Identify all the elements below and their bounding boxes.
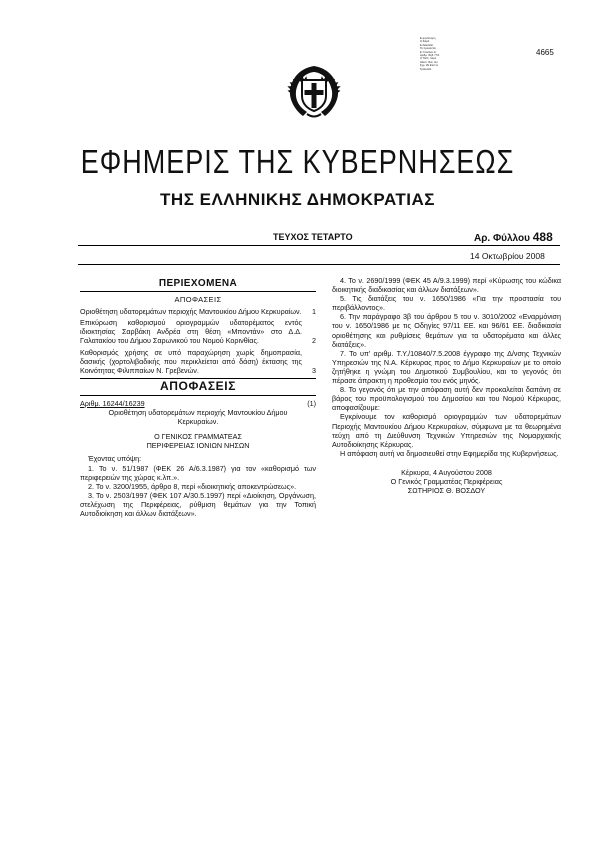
- toc-item-text: Καθορισμός χρήσης σε υπό παραχώρηση χωρίς δημοπρασία, δασικής (χορτολιβαδικής που περικλείεται από δάση) έκτασης της Κοινότητας Φιλιππαίων Ν. Γρεβενών.: [80, 347, 302, 375]
- header-divider: [78, 245, 560, 246]
- stamp-line: Ε Υποσονύ ότ: [420, 50, 437, 54]
- toc-item[interactable]: [80, 307, 316, 316]
- header-divider: [78, 264, 560, 265]
- signature-place-date: Κέρκυρα, 4 Αυγούστου 2008: [401, 467, 492, 477]
- toc-item-page: 3: [312, 365, 316, 375]
- page-number: 4665: [536, 48, 554, 57]
- masthead-title: ΕΦΗΜΕΡΙΣ ΤΗΣ ΚΥΒΕΡΝΗΣΕΩΣ: [80, 143, 515, 181]
- stamp-line: Αριθμ. Ιδηθ. ΓΤΑ: [420, 54, 440, 58]
- stamp-line: Ηλεκτ. Ιδια, του: [420, 60, 438, 64]
- paragraph: 5. Τις διατάξεις του ν. 1650/1986 «Για την προστασία του περιβάλλοντος».: [332, 294, 561, 313]
- stamp-line: Σχρ. Ιδιί Ετια το: [420, 64, 438, 68]
- toc-item[interactable]: [80, 318, 316, 345]
- paragraph: 2. Το ν. 3200/1955, άρθρο 8, περί «διοικητικής αποκεντρώσεως».: [88, 481, 297, 491]
- toc-item-page: 1: [312, 307, 316, 317]
- greek-coat-of-arms-icon: [283, 60, 345, 122]
- divider: [80, 291, 316, 292]
- stamp-line: Ο Ταλπ. παρο: [420, 57, 437, 61]
- issue-number: [474, 230, 553, 244]
- paragraph: 8. Το γεγονός ότι με την απόφαση αυτή δεν προκαλείται δαπάνη σε βάρος του προϋπολογισμού του Δημοσίου και του Νομού Κέρκυρας, αποφασίζουμε:: [332, 385, 561, 413]
- left-column: [80, 276, 316, 518]
- decisions-title: ΑΠΟΦΑΣΕΙΣ: [160, 378, 236, 393]
- divider: [80, 395, 316, 396]
- intro-text: Έχοντας υπόψη:: [88, 454, 142, 464]
- signature-name: ΣΩΤΗΡΙΟΣ Θ. ΒΟΣΔΟΥ: [407, 486, 486, 496]
- paragraph: Η απόφαση αυτή να δημοσιευθεί στην Εφημερίδα της Κυβερνήσεως.: [340, 448, 559, 458]
- toc-item[interactable]: [80, 348, 316, 375]
- paragraph: 3. Το ν. 2503/1997 (ΦΕΚ 107 Α/30.5.1997) περί «Διοίκηση, Οργάνωση, στελέχωση της Περιφέρειας, ρύθμιση θεμάτων για την Τοπική Αυτοδιοίκηση και άλλων διατάξεων».: [80, 490, 316, 518]
- issue-number-value: 488: [532, 230, 553, 244]
- authority-line-1: Ο ΓΕΝΙΚΟΣ ΓΡΑΜΜΑΤΕΑΣ: [154, 432, 242, 442]
- decision-heading: Οριοθέτηση υδατορεμάτων περιοχής Μαντουκίου Δήμου Κερκυραίων.: [108, 408, 288, 427]
- masthead-subtitle: ΤΗΣ ΕΛΛΗΝΙΚΗΣ ΔΗΜΟΚΡΑΤΙΑΣ: [160, 190, 435, 209]
- stamp-line: Ο διαρά: [420, 40, 430, 44]
- decision-ref-number: Αριθμ. 16244/16239: [80, 398, 145, 408]
- signature-role: Ο Γενικός Γραμματέας Περιφέρειας: [390, 476, 503, 486]
- toc-item-text: Οριοθέτηση υδατορεμάτων περιοχής Μαντουκίου Δήμου Κερκυραίων.: [80, 307, 302, 317]
- issue-series: ΤΕΥΧΟΣ ΤΕΤΑΡΤΟ: [273, 232, 353, 242]
- paragraph: 1. Το ν. 51/1987 (ΦΕΚ 26 Α/6.3.1987) για τον «καθορισμό των περιφερειών της χώρας κ.λπ.».: [80, 463, 316, 482]
- paragraph: 6. Την παράγραφο 3β του άρθρου 5 του ν. 3010/2002 «Εναρμόνιση του ν. 1650/1986 με τις Οδηγίες 97/11 ΕΕ. και 96/61 ΕΕ. διαδικασία οριοθέτησης και ρυθμίσεις θεμάτων για τα υδατορέματα και άλλες διατάξεις».: [332, 312, 561, 349]
- stamp-line: Ε διακαλάσ: [420, 43, 434, 47]
- issue-date: 14 Οκτωβρίου 2008: [470, 251, 545, 261]
- paragraph: Εγκρίνουμε τον καθορισμό οριογραμμών των υδατορεμάτων Περιοχής Μαντουκίου Δήμου Κερκυραίων, σύμφωνα με τα θεωρημένα τεύχη από τη Διεύθυνση Τεχνικών Υπηρεσιών της Νομαρχιακής Αυτοδιοίκησης Κέρκυρας.: [332, 412, 561, 449]
- paragraph: 4. Το ν. 2690/1999 (ΦΕΚ 45 Α/9.3.1999) περί «Κύρωσης του κώδικα διοικητικής διαδικασίας και άλλων διατάξεων».: [332, 276, 561, 295]
- decision-index: (1): [307, 398, 316, 408]
- stamp-line: Ε φηνίτενηση: [420, 37, 436, 40]
- right-column: [332, 276, 561, 495]
- contents-title: ΠΕΡΙΕΧΟΜΕΝΑ: [158, 278, 238, 289]
- issue-number-label: Αρ. Φύλλου: [474, 233, 530, 244]
- stamp-line: Τμολυσάλ: [420, 67, 432, 71]
- toc-item-page: 2: [312, 336, 316, 346]
- distribution-stamp: [420, 37, 466, 71]
- contents-subtitle: ΑΠΟΦΑΣΕΙΣ: [174, 295, 222, 305]
- toc-item-text: Επικύρωση καθορισμού οριογραμμών υδατορέματος εντός ιδιοκτησίας Σαρβάκη Ανδρέα στη θέση «Μποντάν» στο Δ.Δ. Γαλατακίου του Δήμου Σαρωνικού του Νομού Κορινθίας.: [80, 318, 302, 346]
- stamp-line: Το προσαντία: [420, 47, 436, 51]
- decision-reference: [80, 399, 316, 408]
- paragraph: 7. Το υπ' αριθμ. Τ.Υ./10840/7.5.2008 έγγραφο της Δ/νσης Τεχνικών Υπηρεσιών της Ν.Α. Κέρκυρας προς το Δήμο Κερκυραίων με το οποίο ζητήθηκε η γνώμη του Δημοτικού Συμβουλίου, και το γεγονός ότι πέρασε άπρακτη η προθεσμία του ενός μηνός.: [332, 348, 561, 386]
- authority-line-2: ΠΕΡΙΦΕΡΕΙΑΣ ΙΟΝΙΩΝ ΝΗΣΩΝ: [146, 441, 250, 451]
